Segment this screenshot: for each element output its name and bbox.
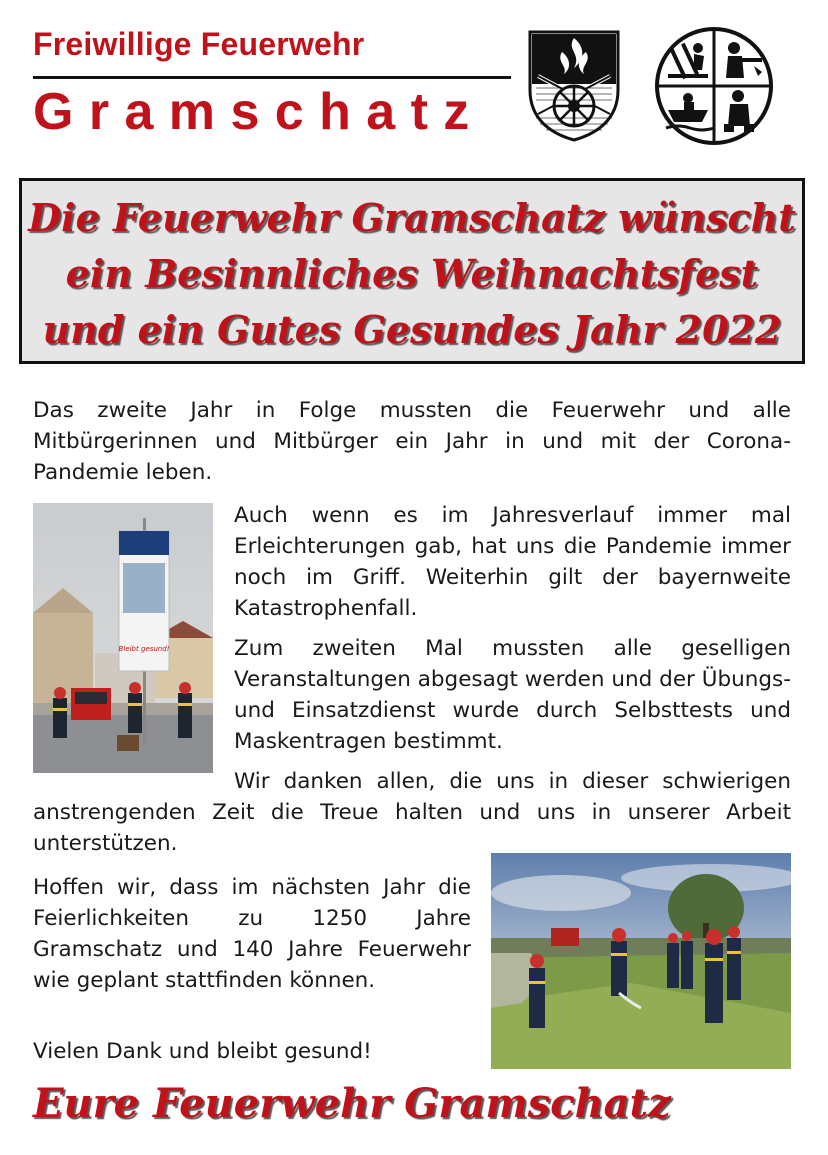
coat-of-arms-icon (526, 28, 622, 142)
village-name: Gramschatz (33, 83, 485, 141)
thanks-paragraph: Wir danken allen, die uns in dieser schwierigen anstrengenden Zeit die Treue halten und uns in unserer Arbeit unterstützen. (33, 769, 791, 856)
photo-flag-ceremony (33, 503, 213, 773)
signature: Eure Feuerwehr Gramschatz (33, 1080, 671, 1127)
closing-paragraph: Vielen Dank und bleibt gesund! (33, 1039, 372, 1064)
photo-training-exercise-image (491, 853, 791, 1069)
greeting-line: ein Besinnliches Weihnachtsfest (65, 251, 759, 296)
photo-flag-ceremony-image (33, 503, 213, 773)
greeting-line: Die Feuerwehr Gramschatz wünscht (28, 195, 796, 240)
greeting-line: und ein Gutes Gesundes Jahr 2022 (42, 307, 782, 352)
anniversary-paragraph: Hoffen wir, dass im nächsten Jahr die Feierlichkeiten zu 1250 Jahre Gramschatz und 140 Jahre Feuerwehr wie geplant stattfinden können. (33, 875, 471, 993)
header-divider (33, 76, 511, 79)
firefighter-emblem-icon (654, 26, 774, 146)
pandemic-paragraph: Auch wenn es im Jahresverlauf immer mal Erleichterungen gab, hat uns die Pandemie immer noch im Griff. Weiterhin gilt der bayernweite Katastrophenfall. (234, 503, 791, 621)
org-name: Freiwillige Feuerwehr (33, 26, 365, 62)
greeting-box (19, 178, 805, 364)
banner-text: Bleibt gesund! (118, 645, 170, 653)
photo-training-exercise (491, 853, 791, 1069)
events-cancelled-paragraph: Zum zweiten Mal mussten alle geselligen Veranstaltungen abgesagt werden und der Übungs- und Einsatzdienst wurde durch Selbsttests und Maskentragen bestimmt. (234, 636, 791, 754)
intro-paragraph: Das zweite Jahr in Folge mussten die Feuerwehr und alle Mitbürgerinnen und Mitbürger ein Jahr in und mit der Corona-Pandemie leben. (33, 398, 791, 485)
